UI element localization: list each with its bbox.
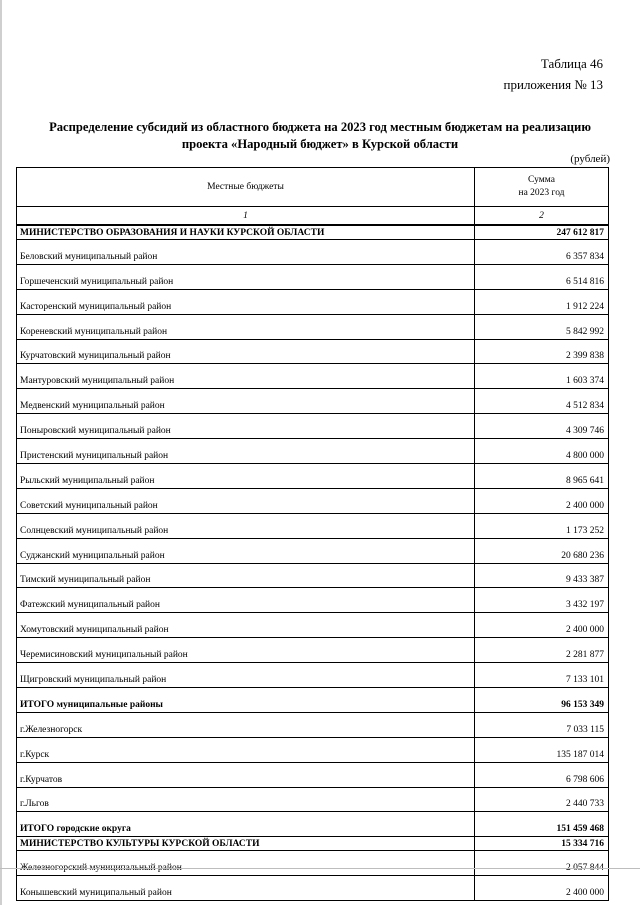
page-bottom-edge — [0, 868, 640, 869]
table-row — [17, 712, 609, 737]
table-row-total — [17, 225, 609, 240]
table-row — [17, 464, 609, 489]
amount-cell: 2 400 000 — [475, 876, 609, 901]
table-row — [17, 339, 609, 364]
budget-name-cell: Кореневский муниципальный район — [17, 314, 475, 339]
budget-name-cell: Хомутовский муниципальный район — [17, 613, 475, 638]
subsidy-table — [16, 167, 609, 901]
column-header-amount-line-2: на 2023 год — [518, 188, 565, 198]
budget-name-cell: Курчатовский муниципальный район — [17, 339, 475, 364]
budget-name-cell: Тимский муниципальный район — [17, 563, 475, 588]
table-row-total — [17, 837, 609, 851]
budget-name-cell: МИНИСТЕРСТВО КУЛЬТУРЫ КУРСКОЙ ОБЛАСТИ — [17, 837, 475, 851]
budget-name-cell: г.Курск — [17, 737, 475, 762]
appendix-reference: приложения № 13 — [503, 77, 603, 92]
table-row — [17, 240, 609, 265]
budget-name-cell: Горшеченский муниципальный район — [17, 264, 475, 289]
amount-cell: 3 432 197 — [475, 588, 609, 613]
amount-cell: 96 153 349 — [475, 688, 609, 713]
budget-name-cell: Медвенский муниципальный район — [17, 389, 475, 414]
amount-cell: 15 334 716 — [475, 837, 609, 851]
amount-cell: 6 357 834 — [475, 240, 609, 265]
budget-name-cell: Черемисиновский муниципальный район — [17, 638, 475, 663]
amount-cell: 1 603 374 — [475, 364, 609, 389]
amount-cell: 151 459 468 — [475, 812, 609, 837]
column-header-amount — [475, 168, 609, 207]
amount-cell: 2 400 000 — [475, 613, 609, 638]
budget-name-cell: Суджанский муниципальный район — [17, 538, 475, 563]
amount-cell: 4 512 834 — [475, 389, 609, 414]
table-reference: Таблица 46 — [540, 56, 603, 71]
table-row — [17, 876, 609, 901]
amount-cell: 4 800 000 — [475, 439, 609, 464]
amount-cell: 135 187 014 — [475, 737, 609, 762]
amount-cell: 1 912 224 — [475, 289, 609, 314]
table-row — [17, 488, 609, 513]
amount-cell: 2 281 877 — [475, 638, 609, 663]
amount-cell: 2 399 838 — [475, 339, 609, 364]
table-row — [17, 439, 609, 464]
table-row-total — [17, 812, 609, 837]
amount-cell: 4 309 746 — [475, 414, 609, 439]
page-edge-shadow — [0, 0, 2, 905]
amount-cell: 7 133 101 — [475, 663, 609, 688]
budget-name-cell: Пристенский муниципальный район — [17, 439, 475, 464]
table-row — [17, 563, 609, 588]
table-row — [17, 638, 609, 663]
column-number-2: 2 — [475, 207, 609, 226]
table-row — [17, 762, 609, 787]
table-row — [17, 588, 609, 613]
budget-name-cell: ИТОГО муниципальные районы — [17, 688, 475, 713]
table-row — [17, 414, 609, 439]
budget-name-cell: г.Курчатов — [17, 762, 475, 787]
column-number-row — [17, 207, 609, 226]
table-row — [17, 851, 609, 876]
amount-cell: 20 680 236 — [475, 538, 609, 563]
amount-cell: 247 612 817 — [475, 225, 609, 240]
budget-name-cell: Касторенский муниципальный район — [17, 289, 475, 314]
table-row — [17, 663, 609, 688]
amount-cell: 9 433 387 — [475, 563, 609, 588]
budget-name-cell: г.Льгов — [17, 787, 475, 812]
amount-cell: 8 965 641 — [475, 464, 609, 489]
document-title — [20, 119, 620, 153]
budget-name-cell: Солнцевский муниципальный район — [17, 513, 475, 538]
budget-name-cell: Поныровский муниципальный район — [17, 414, 475, 439]
column-header-budgets: Местные бюджеты — [17, 168, 475, 207]
table-row — [17, 538, 609, 563]
table-row — [17, 787, 609, 812]
table-row — [17, 613, 609, 638]
amount-cell: 1 173 252 — [475, 513, 609, 538]
budget-name-cell: Мантуровский муниципальный район — [17, 364, 475, 389]
table-row-total — [17, 688, 609, 713]
budget-name-cell: Конышевский муниципальный район — [17, 876, 475, 901]
table-row — [17, 289, 609, 314]
budget-name-cell: Фатежский муниципальный район — [17, 588, 475, 613]
table-row — [17, 737, 609, 762]
amount-cell — [475, 851, 609, 876]
budget-name-cell: ИТОГО городские округа — [17, 812, 475, 837]
amount-cell: 6 514 816 — [475, 264, 609, 289]
amount-cell: 7 033 115 — [475, 712, 609, 737]
amount-cell: 6 798 606 — [475, 762, 609, 787]
budget-name-cell — [17, 851, 475, 876]
table-row — [17, 513, 609, 538]
amount-cell: 2 440 733 — [475, 787, 609, 812]
units-label: (рублей) — [570, 153, 610, 165]
document-title-line-2: проекта «Народный бюджет» в Курской области — [181, 137, 459, 151]
budget-name-cell: Щигровский муниципальный район — [17, 663, 475, 688]
budget-name-cell: г.Железногорск — [17, 712, 475, 737]
amount-cell: 5 842 992 — [475, 314, 609, 339]
budget-name-cell: Рыльский муниципальный район — [17, 464, 475, 489]
table-row — [17, 264, 609, 289]
column-number-1: 1 — [17, 207, 475, 226]
amount-cell: 2 400 000 — [475, 488, 609, 513]
budget-name-cell: Беловский муниципальный район — [17, 240, 475, 265]
budget-name-cell: МИНИСТЕРСТВО ОБРАЗОВАНИЯ И НАУКИ КУРСКОЙ ОБЛАСТИ — [17, 225, 475, 240]
table-row — [17, 364, 609, 389]
document-title-line-1: Распределение субсидий из областного бюджета на 2023 год местным бюджетам на реализацию — [49, 120, 591, 134]
table-header-row — [17, 168, 609, 207]
budget-name-cell: Советский муниципальный район — [17, 488, 475, 513]
table-row — [17, 314, 609, 339]
column-header-amount-line-1: Сумма — [528, 175, 555, 185]
table-row — [17, 389, 609, 414]
